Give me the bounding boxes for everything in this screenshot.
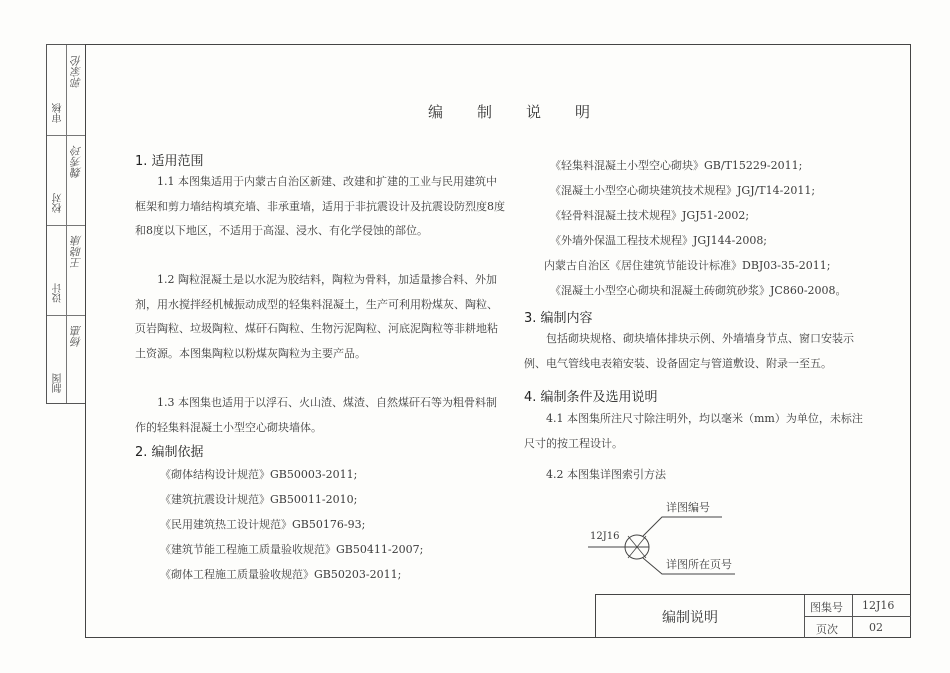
paragraph-4-2: 4.2 本图集详图索引方法 [546,468,666,481]
index-label-atlas: 12J16 [590,531,620,542]
reference-item: 《建筑抗震设计规范》GB50011-2010; [160,493,358,506]
reference-item: 《外墙外保温工程技术规程》JGJ144-2008; [550,234,768,247]
sidebar-name-review: 郭家伦 [70,55,83,88]
reference-item: 《混凝土小型空心砌块和混凝土砖砌筑砂浆》JC860-2008。 [550,284,847,297]
paragraph-1-2: 1.2 陶粒混凝土是以水泥为胶结料，陶粒为骨料，加适量掺合料、外加剂，用水搅拌经机械振动成型的轻集料混凝土，生产可利用粉煤灰、陶粒、页岩陶粒、垃圾陶粒、煤矸石陶粒、生物污泥陶粒、河底泥陶粒等非耕地粘土资源。本图集陶粒以粉煤灰陶粒为主要产品。 [135,273,498,360]
page-number-label: 页次 [816,623,838,636]
section-heading-scope: 1. 适用范围 [135,154,204,169]
sidebar-name-draw: 杨惠 [70,325,83,347]
reference-item: 《建筑节能工程施工质量验收规范》GB50411-2007; [160,543,424,556]
reference-item: 《混凝土小型空心砌块建筑技术规程》JGJ/T14-2011; [550,184,816,197]
paragraph-4-1: 4.1 本图集所注尺寸除注明外，均以毫米（mm）为单位，未标注尺寸的按工程设计。 [524,412,863,450]
index-leader-top [643,517,722,536]
paragraph-1-3: 1.3 本图集也适用于以浮石、火山渣、煤渣、自然煤矸石等为粗骨料制作的轻集料混凝土小型空心砌块墙体。 [135,396,497,434]
sidebar-name-check: 魏秀玲 [70,145,83,178]
reference-item: 《轻集料混凝土小型空心砌块》GB/T15229-2011; [550,159,803,172]
page-number-value: 02 [869,621,883,634]
title-block-name: 编制说明 [662,610,718,626]
page-title: 编制说明 [428,103,625,121]
sidebar-role-draw: 制图 [53,373,64,393]
sidebar-role-check: 校对 [53,193,64,213]
section-heading-contents: 3. 编制内容 [524,311,593,326]
paragraph-3: 包括砌块规格、砌块墙体排块示例、外墙墙身节点、窗口安装示例、电气管线电表箱安装、设备固定与管道敷设、附录一至五。 [524,332,854,370]
atlas-number-label: 图集号 [810,601,843,614]
reference-item: 《轻骨料混凝土技术规程》JGJ51-2002; [550,209,750,222]
reference-item: 《民用建筑热工设计规范》GB50176-93; [160,518,366,531]
sidebar-name-design: 王晓康 [70,235,83,268]
index-label-detail-number: 详图编号 [666,501,710,514]
title-block [595,594,911,638]
section-heading-conditions: 4. 编制条件及选用说明 [524,390,658,405]
reference-item: 《砌体结构设计规范》GB50003-2011; [160,468,358,481]
atlas-number-value: 12J16 [862,599,895,612]
reference-item: 内蒙古自治区《居住建筑节能设计标准》DBJ03-35-2011; [544,259,831,272]
title-block-divider [804,616,911,617]
index-label-page: 详图所在页号 [666,558,732,571]
section-heading-basis: 2. 编制依据 [135,445,204,460]
reference-item: 《砌体工程施工质量验收规范》GB50203-2011; [160,568,402,581]
paragraph-1-1: 1.1 本图集适用于内蒙古自治区新建、改建和扩建的工业与民用建筑中框架和剪力墙结构填充墙、非承重墙，适用于非抗震设计及抗震设防烈度8度和8度以下地区，不适用于高湿、浸水、有化学侵蚀的部位。 [135,175,505,237]
sidebar-role-review: 审核 [53,103,64,123]
sidebar-role-design: 设计 [53,283,64,303]
